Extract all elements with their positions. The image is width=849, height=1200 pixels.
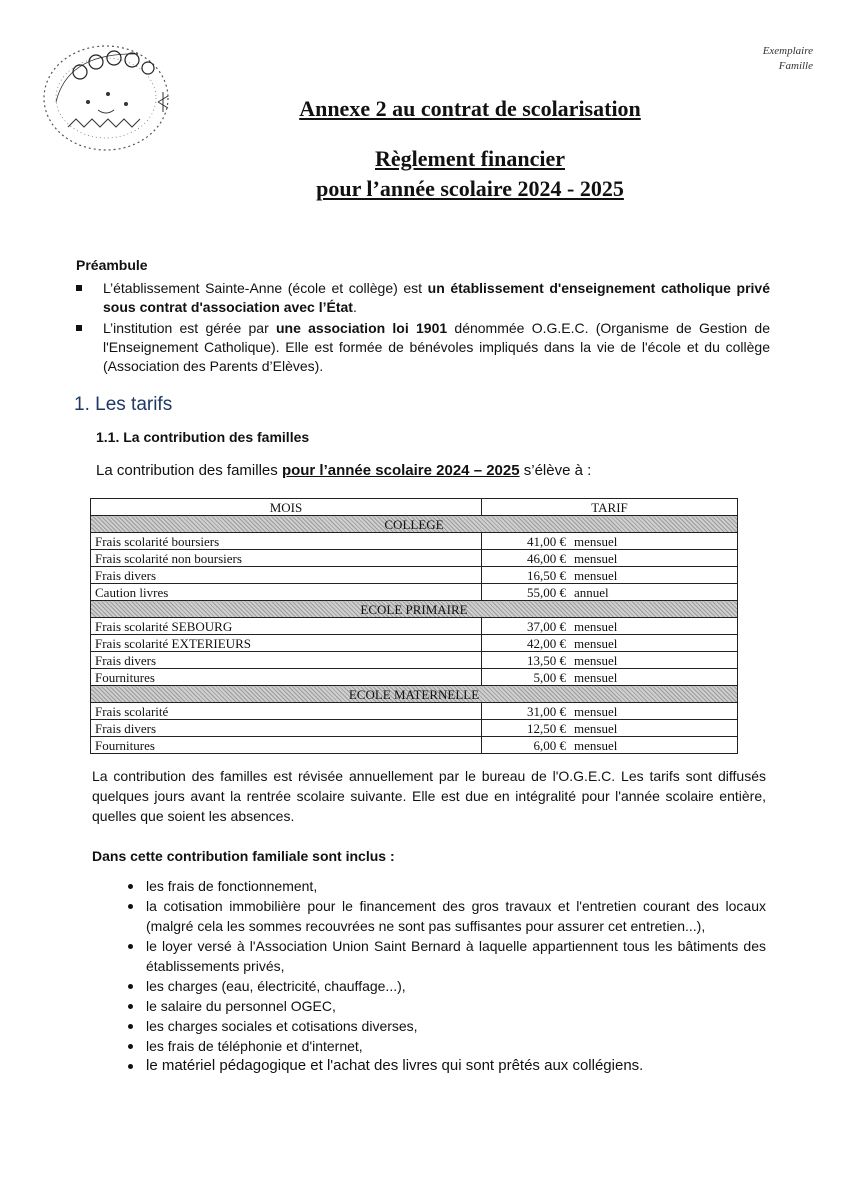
intro-text: La contribution des familles xyxy=(96,462,282,479)
table-section-row xyxy=(91,601,738,618)
bullet-dot-icon xyxy=(128,984,133,989)
list-item-text: les frais de fonctionnement, xyxy=(146,878,318,894)
table-row xyxy=(91,533,738,550)
row-unit: mensuel xyxy=(570,737,738,754)
row-label: Frais scolarité SEBOURG xyxy=(91,618,482,635)
row-label: Frais divers xyxy=(91,567,482,584)
square-bullet-icon xyxy=(76,325,82,331)
row-label: Frais scolarité boursiers xyxy=(91,533,482,550)
bullet-dot-icon xyxy=(128,904,133,909)
table-row xyxy=(91,720,738,737)
row-label: Frais divers xyxy=(91,720,482,737)
list-item xyxy=(92,976,766,996)
stamp-icon xyxy=(28,32,188,162)
row-amount: 37,00 € xyxy=(482,618,571,635)
header-mois: MOIS xyxy=(91,499,482,516)
list-item xyxy=(92,876,766,896)
table-row xyxy=(91,584,738,601)
annee-title: pour l’année scolaire 2024 - 2025 xyxy=(316,176,624,201)
bullet-dot-icon xyxy=(128,884,133,889)
intro-underlined: pour l’année scolaire 2024 – 2025 xyxy=(281,462,520,479)
row-amount: 46,00 € xyxy=(482,550,571,567)
list-item xyxy=(92,1056,766,1076)
preambule-text: L’établissement Sainte-Anne (école et collège) est xyxy=(103,280,428,296)
row-amount: 6,00 € xyxy=(482,737,571,754)
preambule-text: . xyxy=(352,299,357,315)
table-header-row xyxy=(91,499,738,516)
tarifs-table xyxy=(90,498,738,754)
row-unit: mensuel xyxy=(570,720,738,737)
after-table-section xyxy=(92,766,766,1076)
preambule-item xyxy=(76,279,770,317)
intro-text: s’élève à : xyxy=(519,462,592,479)
exemplaire-line-2: Famille xyxy=(778,60,813,72)
table-row xyxy=(91,669,738,686)
section-label: ECOLE MATERNELLE xyxy=(91,686,738,703)
school-stamp-logo xyxy=(28,32,188,162)
list-item-text: les frais de téléphonie et d'internet, xyxy=(146,1038,363,1054)
row-amount: 41,00 € xyxy=(482,533,571,550)
subsection-contribution-heading: 1.1. La contribution des familles xyxy=(96,429,310,445)
row-amount: 5,00 € xyxy=(482,669,571,686)
row-unit: mensuel xyxy=(570,550,738,567)
preambule-bold: un établissement d'enseignement catholique privé sous contrat d'association avec l’État xyxy=(103,280,771,315)
main-content xyxy=(76,256,770,480)
row-amount: 31,00 € xyxy=(482,703,571,720)
bullet-dot-icon xyxy=(128,944,133,949)
preambule-bold: une association loi 1901 xyxy=(276,320,448,336)
row-unit: mensuel xyxy=(570,669,738,686)
row-amount: 42,00 € xyxy=(482,635,571,652)
row-label: Frais scolarité EXTERIEURS xyxy=(91,635,482,652)
list-item xyxy=(92,996,766,1016)
row-label: Fournitures xyxy=(91,669,482,686)
bullet-dot-icon xyxy=(128,1044,133,1049)
row-label: Frais scolarité xyxy=(91,703,482,720)
tarifs-body xyxy=(91,516,738,754)
list-item xyxy=(92,1036,766,1056)
table-row xyxy=(91,737,738,754)
row-unit: mensuel xyxy=(570,567,738,584)
row-label: Frais divers xyxy=(91,652,482,669)
preambule-list xyxy=(76,279,770,376)
list-item xyxy=(92,1016,766,1036)
contribution-intro xyxy=(96,461,770,480)
list-item-text: les charges (eau, électricité, chauffage...), xyxy=(146,978,406,994)
list-item-text: le loyer versé à l'Association Union Saint Bernard à laquelle appartiennent tous les bâtiments des établissements privés, xyxy=(146,938,766,974)
revision-paragraph: La contribution des familles est révisée annuellement par le bureau de l'O.G.E.C. Les tarifs sont diffusés quelques jours avant la rentrée scolaire suivante. Elle est due en intégralité pour l'année scolaire entière, quelles que soient les absences. xyxy=(92,768,766,824)
row-unit: mensuel xyxy=(570,703,738,720)
row-amount: 55,00 € xyxy=(482,584,571,601)
table-row xyxy=(91,652,738,669)
row-amount: 13,50 € xyxy=(482,652,571,669)
section-label: ECOLE PRIMAIRE xyxy=(91,601,738,618)
table-row xyxy=(91,550,738,567)
list-item-text: le salaire du personnel OGEC, xyxy=(146,998,336,1014)
row-amount: 12,50 € xyxy=(482,720,571,737)
row-label: Frais scolarité non boursiers xyxy=(91,550,482,567)
inclus-list xyxy=(92,876,766,1076)
exemplaire-famille-note xyxy=(713,44,813,74)
table-row xyxy=(91,703,738,720)
table-section-row xyxy=(91,516,738,533)
list-item-text: les charges sociales et cotisations diverses, xyxy=(146,1018,418,1034)
row-unit: mensuel xyxy=(570,652,738,669)
preambule-text: L’institution est gérée par xyxy=(103,320,276,336)
row-unit: annuel xyxy=(570,584,738,601)
reglement-title: Règlement financier xyxy=(375,146,565,171)
annexe-title: Annexe 2 au contrat de scolarisation xyxy=(299,96,641,121)
exemplaire-line-1: Exemplaire xyxy=(762,45,813,57)
row-amount: 16,50 € xyxy=(482,567,571,584)
row-unit: mensuel xyxy=(570,618,738,635)
table-section-row xyxy=(91,686,738,703)
preambule-heading: Préambule xyxy=(76,257,148,273)
bullet-dot-icon xyxy=(128,1004,133,1009)
table-row xyxy=(91,567,738,584)
preambule-item xyxy=(76,319,770,376)
row-label: Caution livres xyxy=(91,584,482,601)
row-unit: mensuel xyxy=(570,635,738,652)
bullet-dot-icon xyxy=(128,1024,133,1029)
list-item-text: la cotisation immobilière pour le financement des gros travaux et l'entretien courant des locaux (malgré cela les sommes recouvrées ne sont pas suffisantes pour assurer cet entretien...), xyxy=(146,898,766,934)
section-label: COLLEGE xyxy=(91,516,738,533)
list-item xyxy=(92,896,766,936)
square-bullet-icon xyxy=(76,285,82,291)
table-row xyxy=(91,635,738,652)
row-unit: mensuel xyxy=(570,533,738,550)
list-item xyxy=(92,936,766,976)
row-label: Fournitures xyxy=(91,737,482,754)
section-tarifs-heading: 1. Les tarifs xyxy=(74,394,173,415)
table-row xyxy=(91,618,738,635)
preambule-text: dénommée O.G.E.C. (Organisme de Gestion de l'Enseignement Catholique). Elle est formée de bénévoles impliqués dans la vie de l'école et du collège (Association des Parents d’Elèves). xyxy=(103,320,771,374)
document-titles xyxy=(200,96,740,204)
header-tarif: TARIF xyxy=(482,499,738,516)
list-item-text: le matériel pédagogique et l'achat des livres qui sont prêtés aux collégiens. xyxy=(146,1057,644,1074)
inclus-heading: Dans cette contribution familiale sont inclus : xyxy=(92,848,395,864)
bullet-dot-icon xyxy=(128,1064,133,1069)
